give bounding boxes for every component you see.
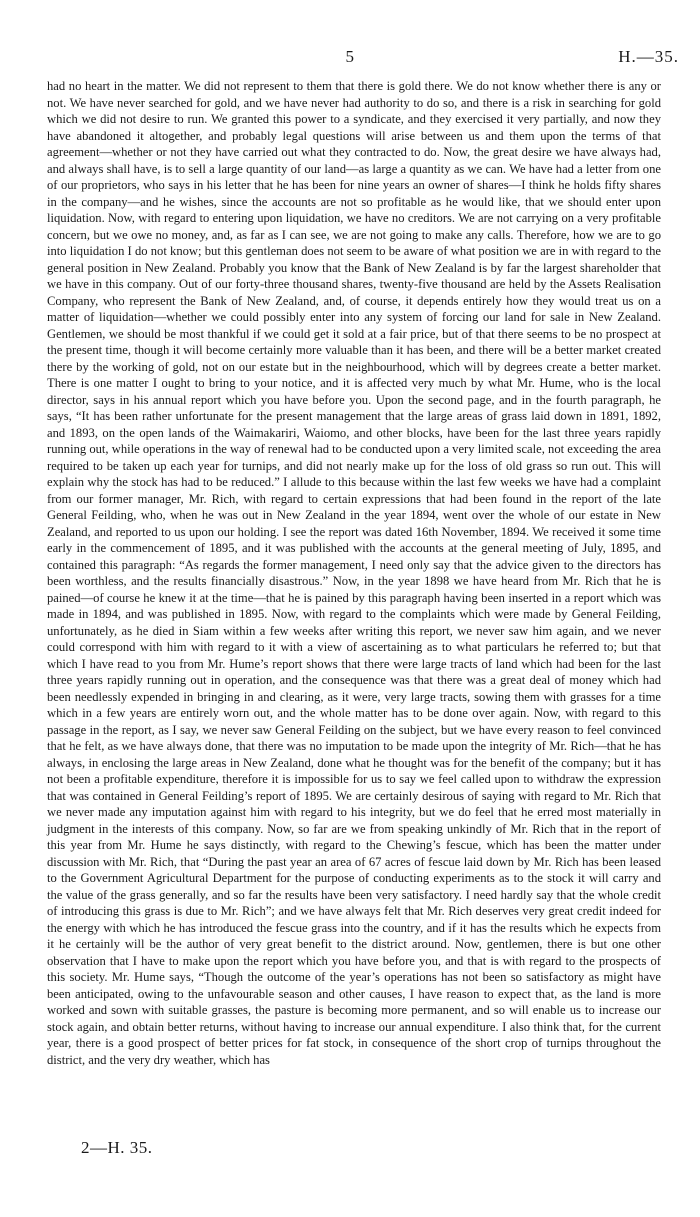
document-reference: H.—35. [618,47,679,66]
body-paragraph: had no heart in the matter. We did not represent to them that there is gold there. We do not know whether there is any or not. We have never searched for gold, and we have never had authority to do so, and there is a risk in searching for gold which we did not desire to run. We granted this power to a syndicate, and they exercised it very partially, and now they have abandoned it altogether, and probably legal questions will arise between us and them upon the terms of that agreement—whether or not they have carried out what they contracted to do. Now, the great desire we have always had, and always shall have, is to sell a large quantity of our land—as large a quantity as we can. We have had a letter from one of our proprietors, who says in his letter that he has been for nine years an owner of shares—I think he holds fifty shares in the company—and he wishes, since the accounts are not so profitable as he would like, that we should enter upon liquidation. Now, with regard to entering upon liquidation, we have no creditors. We are not carrying on a very profitable concern, but we owe no money, and, as far as I can see, we are not going to make any calls. Therefore, how we are to go into liquidation I do not know; but this gentleman does not seem to be aware of what position we are in with regard to the general position in New Zealand. Probably you know that the Bank of New Zealand is by far the largest shareholder that we have in this company. Out of our forty-three thousand shares, twenty-five thousand are held by the Assets Realisation Company, who represent the Bank of New Zealand, and, of course, it depends entirely how they would treat us on a matter of liquidation—whether we could possibly enter into any system of forcing our land for sale in New Zealand. Gentlemen, we should be most thankful if we could get it sold at a fair price, but of that there seems to be no prospect at the present time, though it will become certainly more valuable than it has been, and there will be a better market created there by the working of gold, not on our estate but in the neighbourhood, which will by degrees create a better market. There is one matter I ought to bring to your notice, and it is affected very much by what Mr. Hume, who is the local director, says in his annual report which you have before you. Upon the second page, and in the fourth paragraph, he says, “It has been rather unfortunate for the present management that the large areas of grass laid down in 1891, 1892, and 1893, on the open lands of the Waimakariri, Waiomo, and other blocks, have been for the last three years rapidly running out, while operations in the way of renewal had to be conducted upon a very limited scale, not exceeding the area required to be taken up each year for turnips, and did not nearly make up for the loss of old grass so run out. This will explain why the stock has had to be reduced.” I allude to this because within the last few weeks we have had a complaint from our former manager, Mr. Rich, with regard to certain expressions that had been found in the report of the late General Feilding, who, when he was out in New Zealand in the year 1894, went over the whole of our estate in New Zealand, and reported to us upon our holding. I see the report was dated 16th November, 1894. We received it some time early in the commencement of 1895, and it was published with the accounts at the general meeting of July, 1895, and contained this paragraph: “As regards the former management, I need only say that the advice given to the directors has been worthless, and the results financially disastrous.” Now, in the year 1898 we have heard from Mr. Rich that he is pained—of course he knew it at the time—that he is pained by this paragraph having been inserted in a report which was made in 1894, and was published in 1895. Now, with regard to the complaints which were made by General Feilding, unfortunately, as he died in Siam within a few weeks after writing this report, we never saw him again, and we never could correspond with him with regard to it with a view of ascertaining as to what particulars he referred to; but that which I have read to you from Mr. Hume’s report shows that there were large tracts of land which had been for the last three years rapidly running out in operation, and the consequence was that there was a great deal of money which had been needlessly expended in bringing in and clearing, as it were, very large tracts, sowing them with grasses for a time which in a few years are entirely worn out, and the whole matter has to be done over again. Now, with regard to this passage in the report, as I say, we never saw General Feilding on the subject, but we have every reason to feel convinced that he felt, as we have always done, that there was no imputation to be made upon the integrity of Mr. Rich—that he has always, in enclosing the large areas in New Zealand, done what he thought was for the benefit of the company; but it has not been a profitable expenditure, therefore it is impossible for us to say we feel called upon to withdraw the expression that was contained in General Feilding’s report of 1895. We are certainly desirous of saying with regard to Mr. Rich that we never made any imputation against him with regard to his integrity, but we do feel that he erred most materially in judgment in the interests of this company. Now, so far are we from speaking unkindly of Mr. Rich that in the report of this year from Mr. Hume he says distinctly, with regard to the Chewing’s fescue, which has been the matter under discussion with Mr. Rich, that “During the past year an area of 67 acres of fescue laid down by Mr. Rich has been leased to the Government Agricultural Department for the purpose of conducting experiments as to the stock it will carry and the value of the grass generally, and so far the results have been very satisfactory. I need hardly say that the whole credit of introducing this grass is due to Mr. Rich”; and we have always felt that Mr. Rich deserves very great credit indeed for the energy with which he has introduced the fescue grass into the country, and if it has the results which he expects from it he certainly will be the author of very great benefit to the district around. Now, gentlemen, there is but one other observation that I have to make upon the report which you have before you, and that is with regard to the prospects of this society. Mr. Hume says, “Though the outcome of the year’s operations has not been so satisfactory as might have been anticipated, owing to the unfavourable season and other causes, I have reason to expect that, as the land is more worked and sown with suitable grasses, the pasture is becoming more permanent, and so will enable us to increase our stock again, and obtain better returns, without having to increase our annual expenditure. I also think that, for the current year, there is a good prospect of better prices for fat stock, in consequence of the short crop of turnips throughout the district, and the very dry weather, which has [47,79,661,1067]
page-number: 5 [345,47,355,66]
sheet-reference: 2—H. 35. [81,1138,153,1157]
